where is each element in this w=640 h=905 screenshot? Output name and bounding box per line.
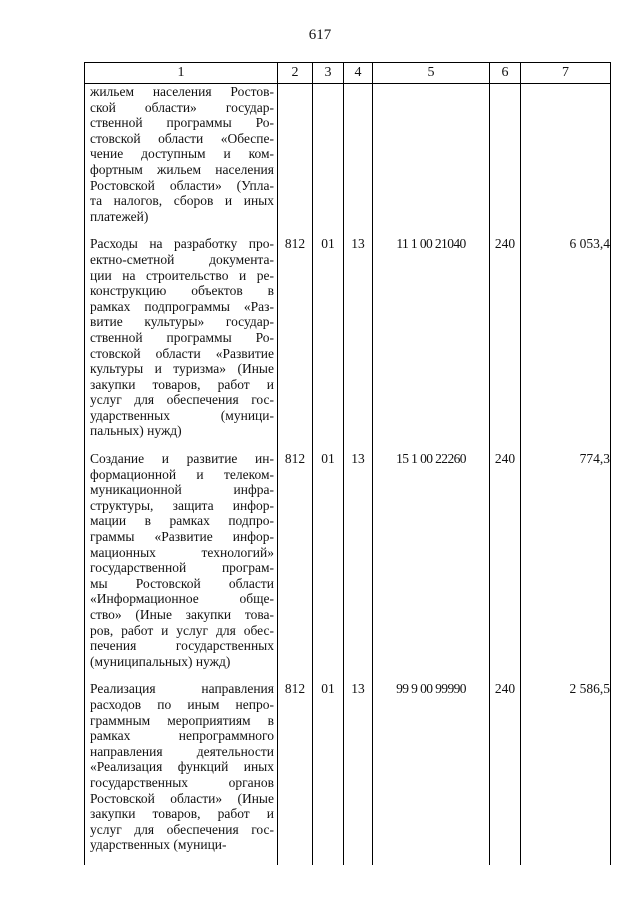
description-line: «Реализация функций иных [90,759,274,775]
cell-expense-type: 240 [490,681,521,865]
header-row [85,63,611,84]
description-line: культуры и туризма» (Иные [90,361,274,377]
description-line: ции на строительство и ре- [90,267,274,283]
description-line: «Информационное обще- [90,591,274,607]
description-line: муникационной инфра- [90,482,274,498]
cell-target-article: 99 9 00 99990 [373,681,490,865]
description-line: печения государственных [90,638,274,654]
description-line: ударственных (муници- [90,837,227,853]
cell-section: 01 [313,451,344,681]
description-line: Реализация направления [90,681,274,697]
cell-subsection: 13 [344,681,373,865]
description-line: та налогов, сборов и иных [90,193,274,209]
column-header-amount: 7 [521,63,611,84]
budget-table [84,62,611,865]
description-line: ектно-сметной документа- [90,251,274,267]
description-line: государственной програм- [90,560,274,576]
description-line: ственной программы Ро- [90,329,274,345]
cell-target-article: 11 1 00 21040 [373,236,490,451]
cell-subsection [344,84,373,237]
cell-amount: 6 053,4 [521,236,611,451]
page-number: 617 [308,27,332,43]
cell-amount [521,84,611,237]
description-line: (муниципальных) нужд) [90,653,231,669]
table-row [85,681,611,865]
description-line: рамках непрограммного [90,728,274,744]
description-line: пальных) нужд) [90,423,182,439]
description-line: Расходы на разработку про- [90,236,274,252]
cell-target-article: 15 1 00 22260 [373,451,490,681]
description-line: закупки товаров, работ и [90,806,274,822]
cell-expense-type: 240 [490,236,521,451]
table-row [85,84,611,237]
cell-ministry: 812 [278,451,313,681]
column-header-expense-type: 6 [490,63,521,84]
cell-amount: 2 586,5 [521,681,611,865]
cell-subsection: 13 [344,236,373,451]
description-line: конструкцию объектов в [90,283,274,299]
column-header-section: 3 [313,63,344,84]
column-header-target: 5 [373,63,490,84]
description-line: жильем населения Ростов- [90,84,274,99]
description-line: платежей) [90,208,149,224]
cell-section [313,84,344,237]
description-line: государственных органов [90,774,274,790]
description-line: ров, работ и услуг для обес- [90,622,274,638]
cell-section: 01 [313,236,344,451]
description-line: направления деятельности [90,743,274,759]
cell-expense-type: 240 [490,451,521,681]
column-header-ministry: 2 [278,63,313,84]
description-line: рамках подпрограммы «Раз- [90,298,274,314]
table-body [85,84,611,865]
description-line: витие культуры» государ- [90,314,274,330]
description-line: закупки товаров, работ и [90,376,274,392]
description-line: стовской области «Обеспе- [90,130,274,146]
description-line: Ростовской области» (Упла- [90,177,274,193]
description-line: граммным мероприятиям в [90,712,274,728]
cell-ministry: 812 [278,681,313,865]
description-line: Ростовской области» (Иные [90,790,274,806]
description-line: услуг для обеспечения гос- [90,392,274,408]
row-description [85,84,278,237]
description-line: мации в рамках подпро- [90,513,274,529]
row-description [85,451,278,681]
description-line: фортным жильем населения [90,161,274,177]
description-line: ской области» государ- [90,99,274,115]
description-line: формационной и телеком- [90,466,274,482]
description-line: граммы «Развитие инфор- [90,529,274,545]
description-line: мы Ростовской области [90,575,274,591]
description-line: чение доступным и ком- [90,146,274,162]
description-line: ственной программы Ро- [90,115,274,131]
description-line: структуры, защита инфор- [90,497,274,513]
description-line: ударственных (муници- [90,407,274,423]
description-line: Создание и развитие ин- [90,451,274,467]
table-row [85,451,611,681]
column-header-description: 1 [85,63,278,84]
cell-subsection: 13 [344,451,373,681]
description-line: расходов по иным непро- [90,696,274,712]
cell-amount: 774,3 [521,451,611,681]
cell-ministry [278,84,313,237]
cell-expense-type [490,84,521,237]
cell-section: 01 [313,681,344,865]
cell-target-article [373,84,490,237]
cell-ministry: 812 [278,236,313,451]
column-header-subsection: 4 [344,63,373,84]
description-line: стовской области «Развитие [90,345,274,361]
description-line: мационных технологий» [90,544,274,560]
description-line: ство» (Иные закупки това- [90,607,274,622]
row-description [85,681,278,865]
row-description [85,236,278,451]
description-line: услуг для обеспечения гос- [90,821,274,837]
table-row [85,236,611,451]
